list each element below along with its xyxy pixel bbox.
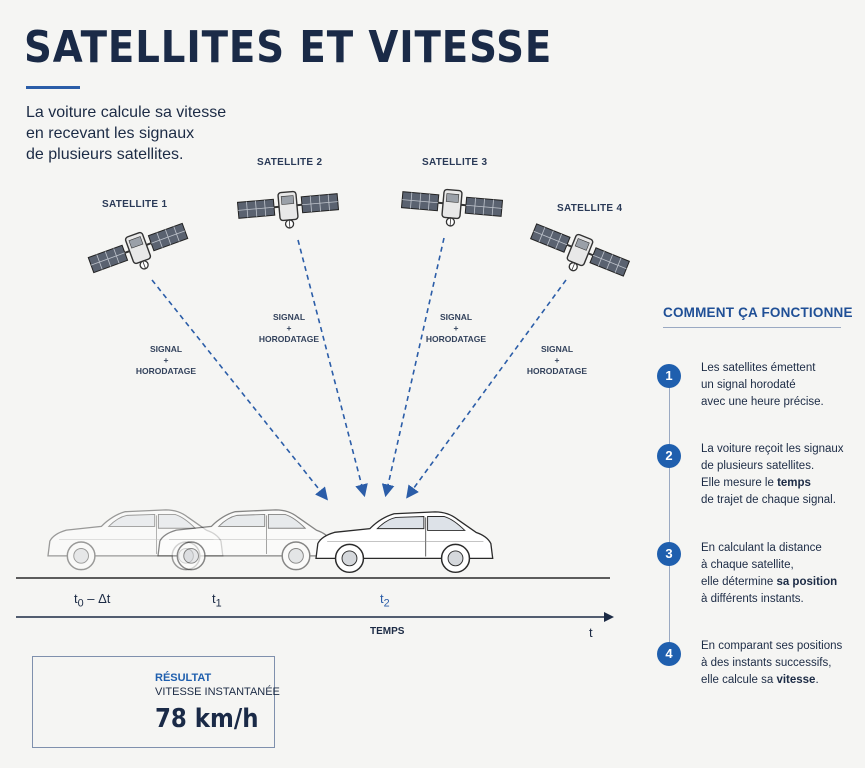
satellite-2-label: SATELLITE 2 bbox=[257, 157, 323, 168]
signal-label-4: SIGNAL + HORODATAGE bbox=[526, 344, 588, 376]
panel-title-rule bbox=[663, 327, 841, 328]
signal-label-3: SIGNAL + HORODATAGE bbox=[425, 312, 487, 344]
step-3-number: 3 bbox=[657, 542, 681, 566]
satellite-2-icon bbox=[237, 188, 340, 233]
time-label-t0: $t_0$ – Δt bbox=[74, 591, 111, 610]
step-4-number: 4 bbox=[657, 642, 681, 666]
step-2-number: 2 bbox=[657, 444, 681, 468]
intro-line: en recevant les signaux bbox=[26, 125, 195, 142]
steps-connector-line bbox=[669, 380, 670, 650]
satellite-1-icon bbox=[86, 218, 192, 286]
step-3-text: En calculant la distance à chaque satellite, elle détermine sa position à différents instants. bbox=[701, 542, 838, 605]
result-box bbox=[32, 656, 275, 748]
satellite-3-label: SATELLITE 3 bbox=[422, 157, 488, 168]
time-axis-arrow-icon bbox=[604, 612, 614, 622]
intro-line: La voiture calcule sa vitesse bbox=[26, 104, 227, 121]
time-label-t2: $t_2$ bbox=[380, 591, 390, 610]
signal-label-1: SIGNAL + HORODATAGE bbox=[135, 344, 197, 376]
how-it-works-title: COMMENT ÇA FONCTIONNE bbox=[663, 305, 853, 320]
result-title: RÉSULTAT bbox=[155, 672, 212, 684]
time-label-t1: $t_1$ bbox=[212, 591, 222, 610]
intro-line: de plusieurs satellites. bbox=[26, 146, 184, 163]
step-4-text: En comparant ses positions à des instants successifs, elle calcule sa vitesse. bbox=[701, 640, 843, 686]
satellite-3-icon bbox=[400, 186, 503, 231]
satellite-4-label: SATELLITE 4 bbox=[557, 203, 623, 214]
signal-line-2 bbox=[298, 240, 364, 494]
step-2-text: La voiture reçoit les signaux de plusieurs satellites. Elle mesure le temps de trajet de chaque signal. bbox=[701, 443, 844, 506]
time-axis-end-label: t bbox=[589, 625, 593, 640]
result-subtitle: VITESSE INSTANTANÉE bbox=[155, 686, 280, 698]
satellite-1-label: SATELLITE 1 bbox=[102, 199, 168, 210]
step-1-number: 1 bbox=[657, 364, 681, 388]
page-title: SATELLITES ET VITESSE bbox=[24, 22, 553, 73]
step-1-text: Les satellites émettent un signal horodaté avec une heure précise. bbox=[701, 362, 824, 408]
signal-line-3 bbox=[386, 238, 444, 494]
car-current-icon bbox=[316, 512, 493, 572]
time-axis-label: TEMPS bbox=[370, 626, 405, 637]
satellite-4-icon bbox=[525, 218, 631, 289]
signal-label-2: SIGNAL + HORODATAGE bbox=[258, 312, 320, 344]
speed-value: 78 km/h bbox=[155, 704, 259, 734]
